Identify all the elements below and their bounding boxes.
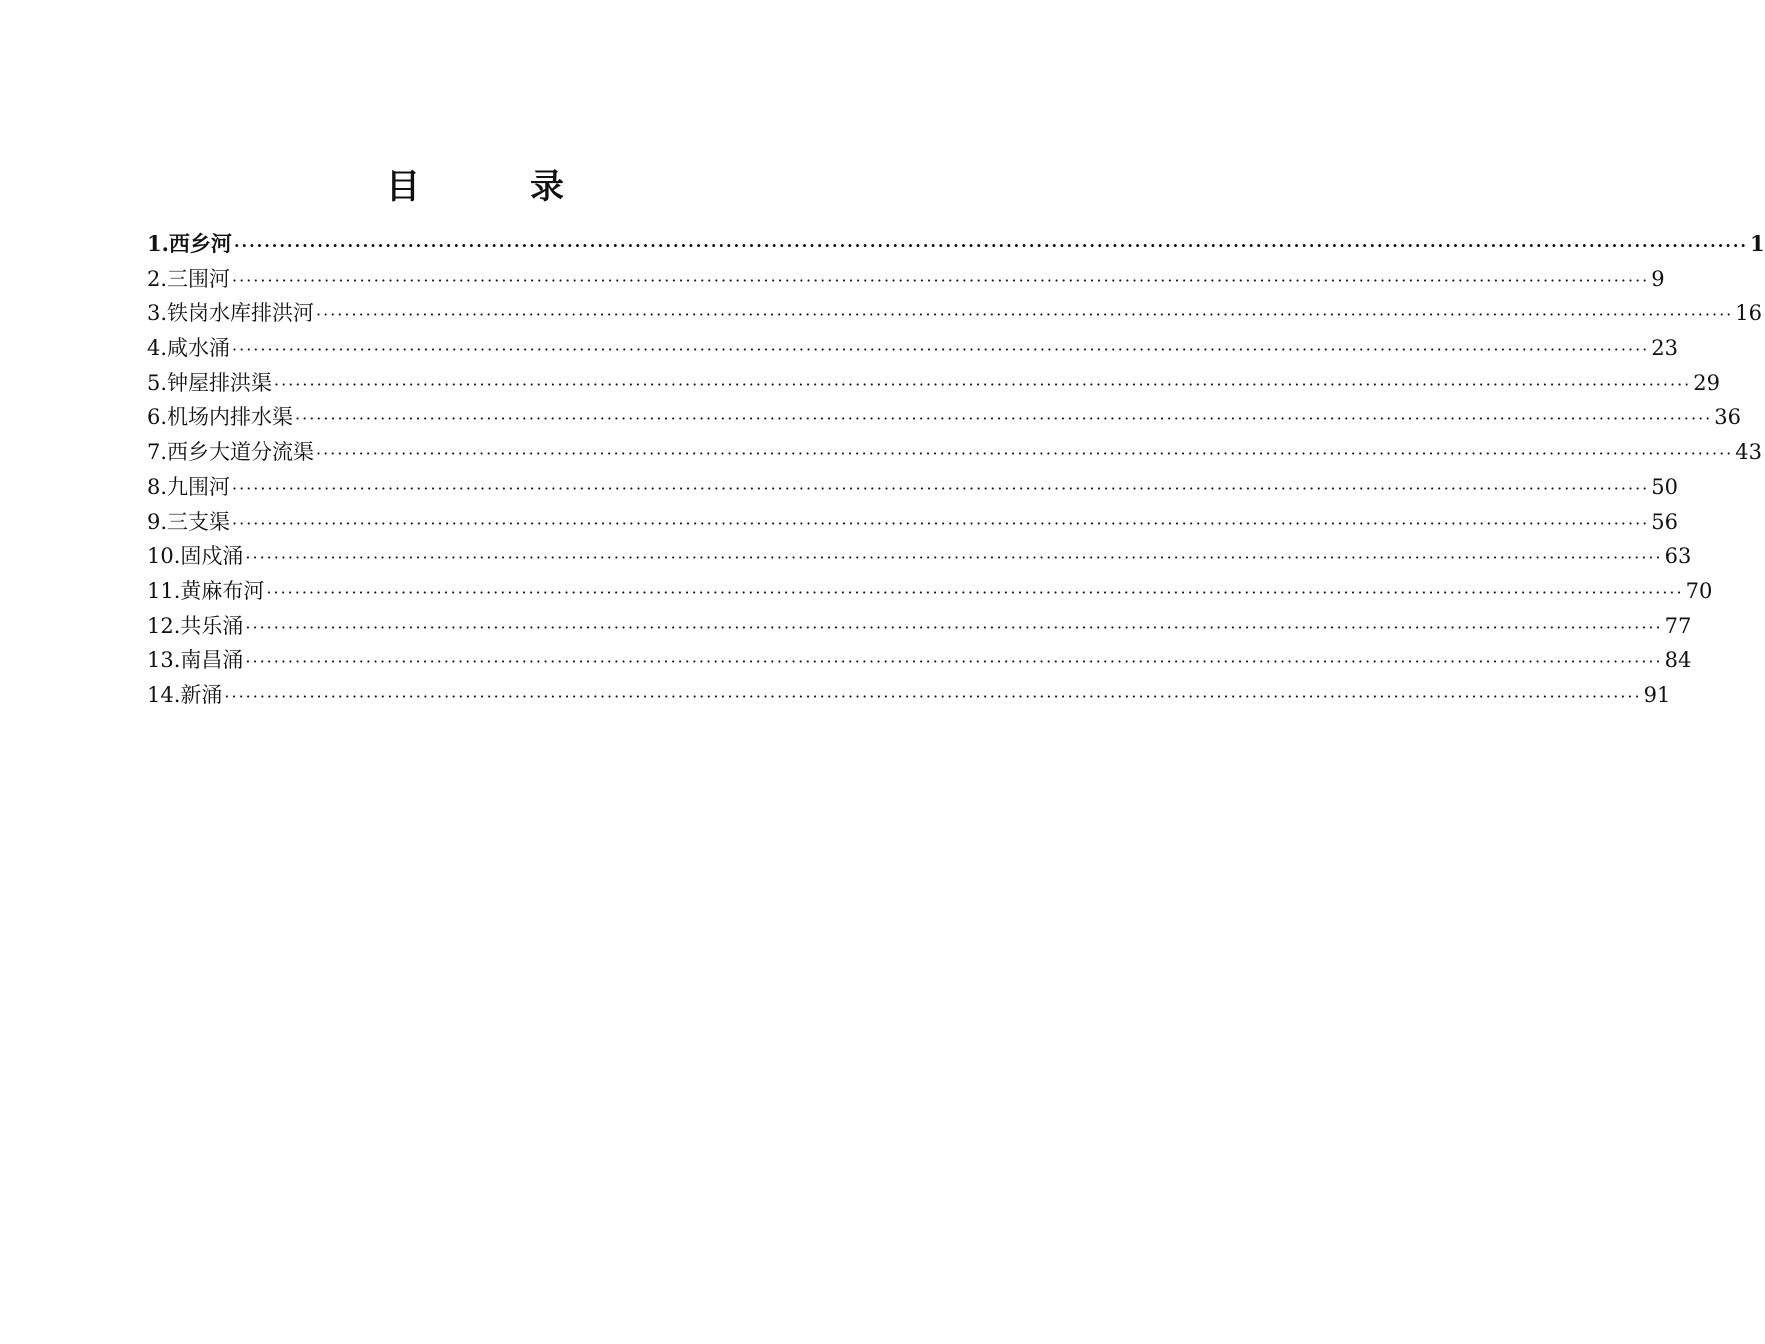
toc-entry-page-number: 84 xyxy=(1664,648,1692,673)
toc-dot-leader: ········································································································································································································ xyxy=(266,582,1684,602)
toc-entry-page-number: 9 xyxy=(1651,266,1665,291)
toc-dot-leader: ········································································································································································································ xyxy=(232,270,1650,290)
toc-entry-label: 9.三支渠 xyxy=(147,509,231,534)
toc-entry-label: 8.九围河 xyxy=(147,474,231,499)
toc-entry-page-number: 43 xyxy=(1735,440,1762,465)
toc-entry[interactable] xyxy=(147,263,1665,298)
toc-dot-leader: ········································································································································································································ xyxy=(245,652,1663,672)
toc-entry-label: 14.新涌 xyxy=(147,682,223,707)
toc-dot-leader: ········································································································································································································ xyxy=(232,478,1650,498)
toc-dot-leader: ········································································································································································································ xyxy=(233,236,1748,255)
toc-entry[interactable] xyxy=(147,679,1671,714)
toc-entry-label: 3.铁岗水库排洪河 xyxy=(147,301,315,326)
toc-entry-label: 2.三围河 xyxy=(147,266,231,291)
toc-entry-label: 11.黄麻布河 xyxy=(147,578,265,603)
toc-entry-label: 6.机场内排水渠 xyxy=(147,405,294,430)
toc-entry[interactable] xyxy=(147,506,1678,541)
toc-entry-page-number: 56 xyxy=(1651,509,1678,534)
toc-entry-page-number: 1 xyxy=(1750,231,1765,256)
toc-entry[interactable] xyxy=(147,436,1762,471)
toc-entry-page-number: 50 xyxy=(1651,474,1678,499)
toc-entry[interactable] xyxy=(147,228,1765,263)
toc-dot-leader: ········································································································································································································ xyxy=(245,617,1663,637)
toc-entry[interactable] xyxy=(147,471,1678,506)
toc-entry[interactable] xyxy=(147,401,1741,436)
page-title: 目 录 xyxy=(386,167,602,207)
toc-entry[interactable] xyxy=(147,367,1720,402)
toc-list xyxy=(147,228,1765,714)
toc-entry-page-number: 91 xyxy=(1643,682,1671,707)
toc-entry[interactable] xyxy=(147,575,1713,610)
toc-entry-page-number: 16 xyxy=(1735,301,1762,326)
toc-dot-leader: ········································································································································································································ xyxy=(224,686,1642,706)
toc-entry-label: 10.固戍涌 xyxy=(147,544,244,569)
toc-entry-label: 13.南昌涌 xyxy=(147,648,244,673)
toc-entry-label: 5.钟屋排洪渠 xyxy=(147,370,273,395)
toc-dot-leader: ········································································································································································································ xyxy=(316,444,1734,464)
toc-dot-leader: ········································································································································································································ xyxy=(274,374,1692,394)
toc-entry[interactable] xyxy=(147,610,1692,645)
toc-entry[interactable] xyxy=(147,540,1692,575)
toc-dot-leader: ········································································································································································································ xyxy=(232,513,1650,533)
toc-entry-page-number: 29 xyxy=(1693,370,1720,395)
toc-entry-label: 4.咸水涌 xyxy=(147,336,231,361)
toc-entry-label: 1.西乡河 xyxy=(147,231,232,256)
toc-entry-page-number: 70 xyxy=(1685,578,1713,603)
toc-dot-leader: ········································································································································································································ xyxy=(316,305,1734,325)
toc-entry-page-number: 63 xyxy=(1664,544,1692,569)
toc-entry-page-number: 36 xyxy=(1714,405,1741,430)
toc-entry[interactable] xyxy=(147,332,1678,367)
toc-entry[interactable] xyxy=(147,644,1692,679)
toc-entry-label: 7.西乡大道分流渠 xyxy=(147,440,315,465)
toc-dot-leader: ········································································································································································································ xyxy=(232,340,1650,360)
toc-entry[interactable] xyxy=(147,297,1762,332)
toc-entry-page-number: 23 xyxy=(1651,336,1678,361)
toc-dot-leader: ········································································································································································································ xyxy=(295,409,1713,429)
toc-dot-leader: ········································································································································································································ xyxy=(245,548,1663,568)
toc-entry-label: 12.共乐涌 xyxy=(147,613,244,638)
toc-entry-page-number: 77 xyxy=(1664,613,1692,638)
